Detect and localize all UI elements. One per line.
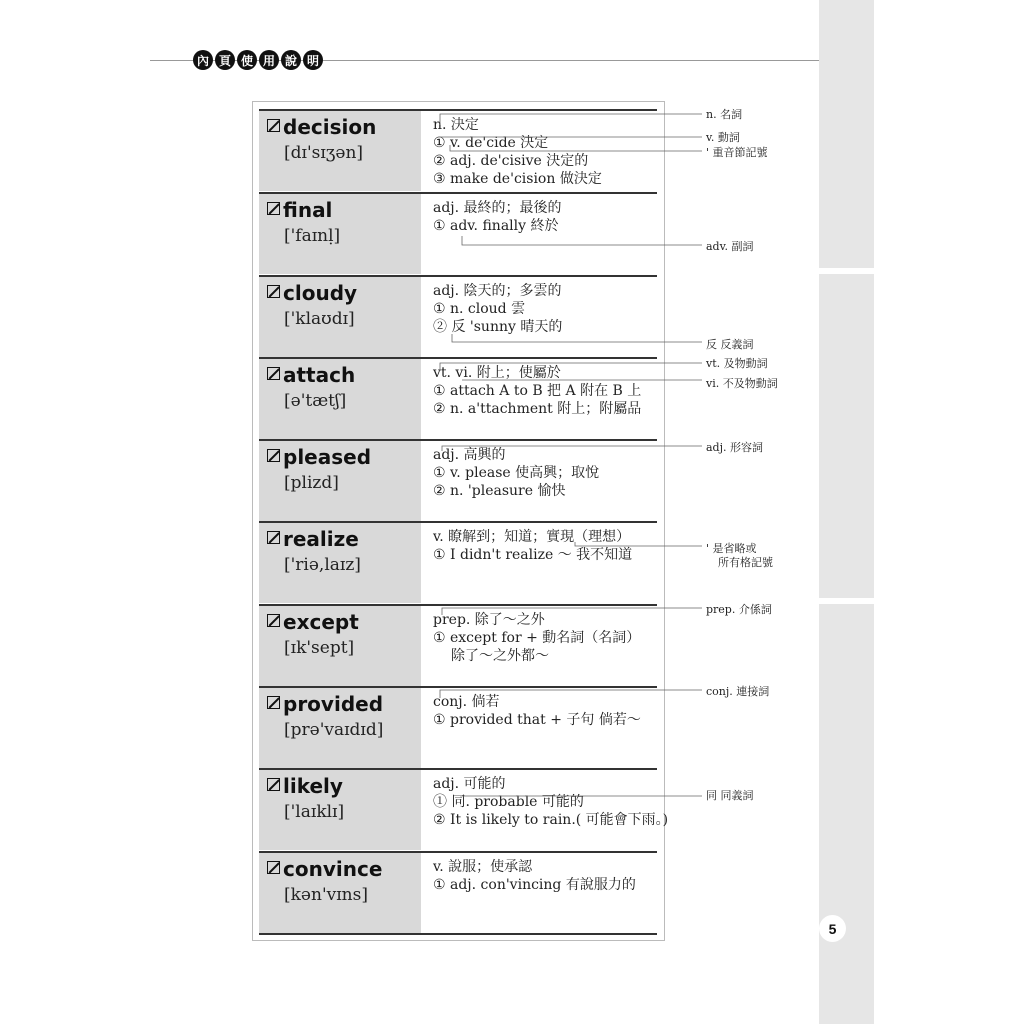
legend-adjective: adj. 形容詞 bbox=[706, 441, 764, 454]
legend-antonym: 反 反義詞 bbox=[706, 338, 754, 351]
entry-pronunciation: ['faɪnḷ] bbox=[284, 226, 341, 246]
entry-pronunciation: ['riə,laɪz] bbox=[284, 555, 361, 575]
legend-apostrophe-cont: 所有格記號 bbox=[718, 556, 773, 569]
entry-pronunciation: [prə'vaɪdɪd] bbox=[284, 720, 384, 740]
entry-pronunciation: [plizd] bbox=[284, 473, 339, 493]
legend-apostrophe: ' 是省略或 bbox=[706, 542, 757, 555]
legend-transitive-verb: vt. 及物動詞 bbox=[706, 357, 768, 370]
definition-line: ① n. cloud 雲 bbox=[433, 301, 526, 317]
entry-word: decision bbox=[267, 115, 376, 139]
legend-adverb: adv. 副詞 bbox=[706, 240, 754, 253]
entry-word: except bbox=[267, 610, 359, 634]
definition-line: ② It is likely to rain.( 可能會下雨。) bbox=[433, 812, 669, 828]
legend-synonym: 同 同義詞 bbox=[706, 789, 754, 802]
entry-pronunciation: [dɪ'sɪʒən] bbox=[284, 143, 364, 163]
definition-line: adj. 最終的；最後的 bbox=[433, 200, 562, 216]
definition-line: ① 同. probable 可能的 bbox=[433, 794, 584, 810]
entry-word: convince bbox=[267, 857, 382, 881]
legend-intransitive-verb: vi. 不及物動詞 bbox=[706, 377, 778, 390]
definition-line: ③ make de'cision 做決定 bbox=[433, 171, 602, 187]
legend-preposition: prep. 介係詞 bbox=[706, 603, 772, 616]
entry-word: final bbox=[267, 198, 332, 222]
legend-noun: n. 名詞 bbox=[706, 108, 743, 121]
title-char: 用 bbox=[259, 50, 279, 70]
entry-pronunciation: [kən'vɪns] bbox=[284, 885, 368, 905]
title-char: 頁 bbox=[215, 50, 235, 70]
legend-verb: v. 動詞 bbox=[706, 131, 740, 144]
definition-line: adj. 高興的 bbox=[433, 447, 506, 463]
entry-word: provided bbox=[267, 692, 383, 716]
legend-stress-mark: ' 重音節記號 bbox=[706, 146, 768, 159]
definition-line: ② 反 'sunny 晴天的 bbox=[433, 319, 563, 335]
definition-line: ② n. 'pleasure 愉快 bbox=[433, 483, 566, 499]
definition-line: conj. 倘若 bbox=[433, 694, 500, 710]
definition-line: ② n. a'ttachment 附上；附屬品 bbox=[433, 401, 642, 417]
definition-line: prep. 除了～之外 bbox=[433, 612, 545, 628]
entry-pronunciation: [ə'tætʃ] bbox=[284, 391, 347, 411]
title-char: 明 bbox=[303, 50, 323, 70]
entry-word: likely bbox=[267, 774, 343, 798]
definition-line: ① adj. con'vincing 有說服力的 bbox=[433, 877, 636, 893]
definition-line: v. 瞭解到；知道；實現（理想） bbox=[433, 529, 631, 545]
definition-line: ① v. de'cide 決定 bbox=[433, 135, 549, 151]
entry-pronunciation: [ɪk'sept] bbox=[284, 638, 355, 658]
definition-line: ① except for + 動名詞（名詞） bbox=[433, 630, 641, 646]
definition-line: 除了～之外都～ bbox=[451, 648, 549, 664]
title-char: 使 bbox=[237, 50, 257, 70]
definition-line: ① v. please 使高興；取悅 bbox=[433, 465, 600, 481]
definition-line: vt. vi. 附上；使屬於 bbox=[433, 365, 561, 381]
definition-line: adj. 可能的 bbox=[433, 776, 506, 792]
definition-line: adj. 陰天的；多雲的 bbox=[433, 283, 562, 299]
entry-pronunciation: ['klaʊdɪ] bbox=[284, 309, 355, 329]
title-char: 內 bbox=[193, 50, 213, 70]
page-number: 5 bbox=[819, 915, 846, 942]
definition-line: v. 說服；使承認 bbox=[433, 859, 533, 875]
definition-line: n. 決定 bbox=[433, 117, 479, 133]
definition-line: ① attach A to B 把 A 附在 B 上 bbox=[433, 383, 642, 399]
legend-conjunction: conj. 連接詞 bbox=[706, 685, 770, 698]
definition-line: ① I didn't realize ～ 我不知道 bbox=[433, 547, 633, 563]
title-char: 說 bbox=[281, 50, 301, 70]
entry-word: cloudy bbox=[267, 281, 357, 305]
entry-pronunciation: ['laɪklɪ] bbox=[284, 802, 345, 822]
definition-line: ② adj. de'cisive 決定的 bbox=[433, 153, 589, 169]
definition-line: ① provided that + 子句 倘若～ bbox=[433, 712, 641, 728]
entry-word: pleased bbox=[267, 445, 371, 469]
entry-word: realize bbox=[267, 527, 359, 551]
entry-word: attach bbox=[267, 363, 355, 387]
definition-line: ① adv. finally 終於 bbox=[433, 218, 559, 234]
